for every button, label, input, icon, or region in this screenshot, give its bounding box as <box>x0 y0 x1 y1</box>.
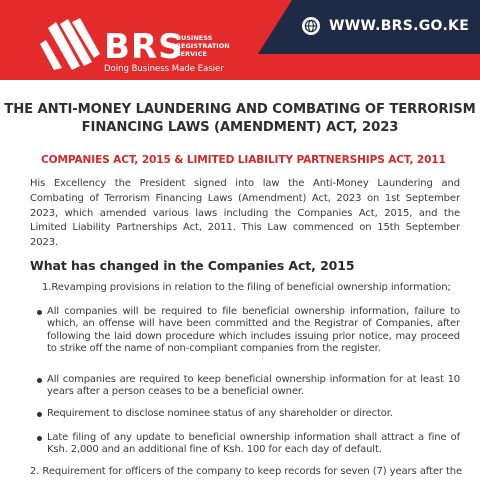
bullet-icon <box>37 436 42 441</box>
numbered-item-2: 2. Requirement for officers of the company to keep records for seven (7) years after the <box>30 466 463 477</box>
logo-sub-line: BUSINESS <box>176 34 213 42</box>
website-url: WWW.BRS.GO.KE <box>329 18 470 34</box>
logo-sub-line: REGISTRATION <box>176 42 230 50</box>
bullet-text: Late filing of any update to beneficial ownership information shall attract a fine of Ksh. 2,000 and an additional fine of Ksh. 100 for each day of default. <box>47 432 460 456</box>
numbered-item-1: 1.Revamping provisions in relation to the filing of beneficial ownership information; <box>42 282 451 293</box>
logo-subtitle <box>176 34 230 58</box>
logo-tagline: Doing Business Made Easier <box>104 64 224 74</box>
bullet-text: All companies will be required to file beneficial ownership information, failure to which, an offense will have been committed and the Registrar of Companies, after following the laid down procedure which includes issuing prior notice, may proceed to strike off the name of non-compliant companies from the register. <box>47 306 460 355</box>
document-subtitle: COMPANIES ACT, 2015 & LIMITED LIABILITY PARTNERSHIPS ACT, 2011 <box>41 154 446 166</box>
document-title <box>0 101 480 137</box>
bullet-text: Requirement to disclose nominee status of any shareholder or director. <box>47 408 393 419</box>
logo-wordmark: BRS <box>104 27 184 67</box>
globe-icon <box>302 17 320 35</box>
bullet-icon <box>37 310 42 315</box>
title-line: THE ANTI-MONEY LAUNDERING AND COMBATING OF TERRORISM <box>4 102 476 117</box>
intro-paragraph: His Excellency the President signed into law the Anti-Money Laundering and Combating of Terrorism Financing Laws (Amendment) Act, 2023 on 1st September 2023, which amended various laws including the Companies Act, 2015, and the Limited Liability Partnerships Act, 2011. This Law commenced on 15th September 2023. <box>30 178 460 249</box>
bullet-item <box>37 374 460 399</box>
logo-stripes-icon <box>40 18 102 70</box>
title-line: FINANCING LAWS (AMENDMENT) ACT, 2023 <box>81 120 399 135</box>
bullet-text: All companies are required to keep beneficial ownership information for at least 10 years after a person ceases to be a beneficial owner. <box>47 374 460 398</box>
brs-logo[interactable] <box>40 18 250 74</box>
bullet-icon <box>37 412 42 417</box>
section-heading: What has changed in the Companies Act, 2015 <box>30 258 355 273</box>
bullet-item <box>37 432 460 457</box>
header-banner <box>0 0 480 80</box>
bullet-icon <box>37 378 42 383</box>
logo-sub-line: SERVICE <box>176 50 207 58</box>
bullet-item <box>37 306 460 356</box>
website-link[interactable] <box>302 16 469 36</box>
bullet-item <box>37 408 460 420</box>
